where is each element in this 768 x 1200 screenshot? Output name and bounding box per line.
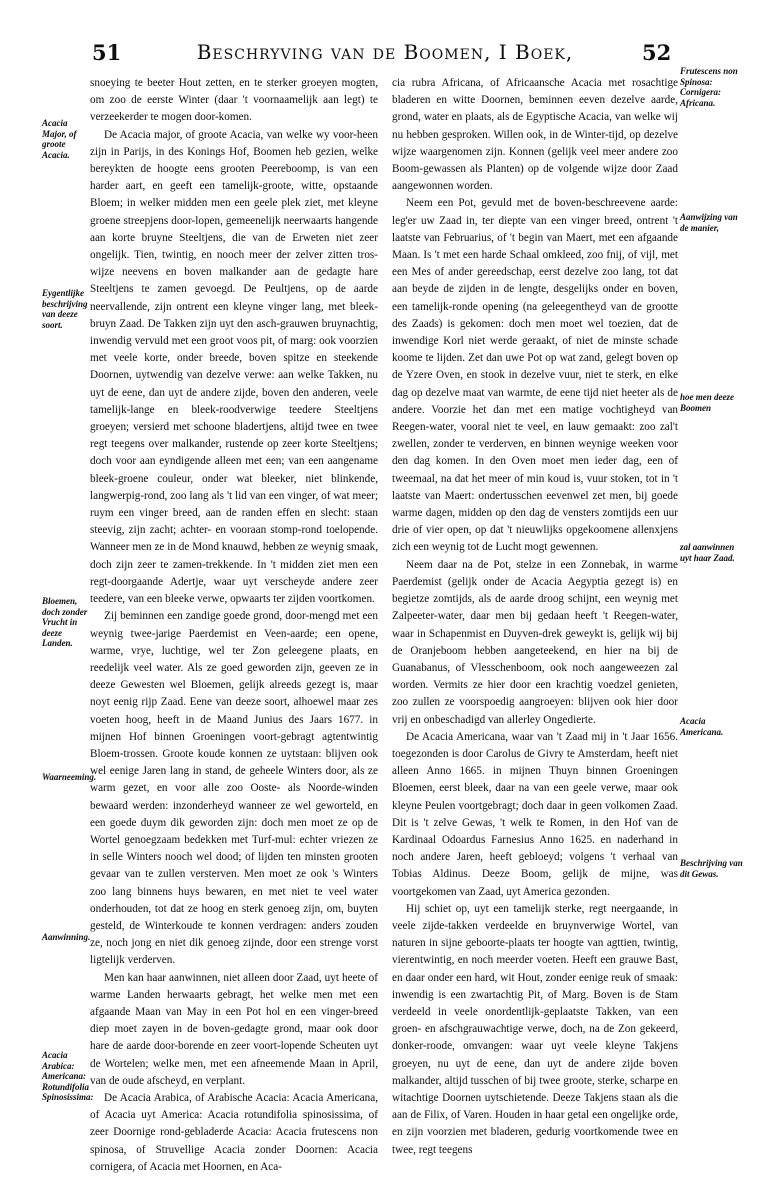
margin-note: hoe men deeze Boomen <box>680 392 734 413</box>
left-page-number: 51 <box>92 40 122 65</box>
margin-note: Beschrijving van dit Gewas. <box>680 858 743 879</box>
margin-note: Acacia Americana. <box>680 716 724 737</box>
paragraph: Hij schiet op, uyt een tamelijk sterke, regt neergaande, in veele zijde-takken verdeelde en bruynverwige Wortel, van naturen in sijne geboorte-plaats ter hoogte van agttien, twintig, vierentwintig, en noch meerder voeten. Heeft een grauwe Bast, en daar onder een hard, wit Hout, zonder eenige reuk of smaak: inwendig is een zwartachtig Pit, of Marg. Boven is de Stam verdeeld in veele onordentlijk-geplaatste Takken, van een groen- en afschgrauwachtige verwe, doch, na de Zon gekeerd, donker-roode, omvangen: waar uyt veele kleyne Takjens groeyen, nu uyt de eene, dan uyt de andere zijde boven malkander, altijd tusschen of bij twee groote, sterke, scharpe en witachtige Doornen uytschietende. Deeze Takjens staan als die aan de Filix, of Varen. Houden in haar getal een ongelijke orde, en zijn voorzien met bladeren, gedurig voortkomende twee en twee, regt teegens <box>392 902 678 1156</box>
margin-note: zal aanwinnen uyt haar Zaad. <box>680 542 735 563</box>
margin-note: Eygentlijke beschrijving van deeze soort. <box>42 288 88 330</box>
paragraph: Men kan haar aanwinnen, niet alleen door Zaad, uyt heete of warme Landen herwaarts gebragt, het welke men met een afgaande Maan van May in een Pot hol en een vinger-breed diep moet zayen in de boven-gedagte grond, maar ook door hare de aarde door-borende en zeer voort-lopende Scheuten uyt de Wortelen; welke men, met een afneemende Maan in April, van de oude afscheyd, en verplant. <box>90 971 378 1087</box>
margin-note: Aanwinning. <box>42 932 91 942</box>
paragraph: De Acacia Arabica, of Arabische Acacia: Acacia Americana, of Acacia uyt America: Acacia rotundifolia spinosissima, of zeer Doornige rond-gebladerde Acacia: Acacia frutescens non spinosa, of Struvellige Acacia zonder Doornen: Acacia cornigera, of Acacia met Hoornen, en Aca- <box>90 1091 378 1173</box>
margin-note: Waarneeming. <box>42 772 97 782</box>
margin-note: Acacia Arabica: Americana: Rotundifolia Spinosissima: <box>42 1050 94 1102</box>
margin-note: Bloemen, doch zonder Vrucht in deeze Landen. <box>42 596 88 648</box>
paragraph: Neem daar na de Pot, stelze in een Zonnebak, in warme Paerdemist (gelijk onder de Acacia Aegyptia gezegt is) en begietze zomtijds, als de aarde droog schijnt, een weynig met Zalpeeter-water, daar men bij gedaan heeft 't Reegen-water, waar in Schapenmist en Duyven-drek geweykt is, gelijk wij bij de Oranjeboom hebben aangeteekend, en hier na bij de Guanabanus, of Vlesschenboom, ook noch aangeweezen zal worden. Vermits ze hier door een krachtig voedzel genieten, zoo zullen ze voorspoedig aangroeyen: blijven ook hier door vrij en onbeschadigd van allerley Ongedierte. <box>392 558 678 726</box>
paragraph: Zij beminnen een zandige goede grond, door-mengd met een weynig twee-jarige Paerdemist en Veen-aarde; een opene, warme, vrye, luchtige, wel ter Zon geleegene plaats, en reedelijk veel water. Als ze goed geworden zijn, geeven ze in deeze Gewesten wel Bloemen, gelijk alreeds gezegt is, maar noyt eenig rijp Zaad. Eene van deeze soort, alhoewel maar zes voeten hoog, heeft in de Maand Junius des Jaars 1677. in mijnen Hof binnen Groeningen voort-gebragt agtentwintig Bloem-trossen. Groote koude konnen ze uytstaan: blijven ook wel eenige Jaren lang in stand, de geheele Winters door, als ze warm gezet, en voor alle zoo Ooste- als Noorde-winden bewaard werden: inzonderheyd wanneer ze wel geworteld, en een goede duym dik geworden zijn: doch men moet ze op de Wortel genoegzaam bedekken met Turf-mul: echter vriezen ze in selle Winters nooch wel dood; of lijden ten minsten grooten gevaar van te zullen versterven. Men moet ze ook 's Winters zoo lang binnens huys bewaren, en met niet te veel water onderhouden, tot dat ze hoog en sterk genoeg zijn, om, buyten gesteld, de Winterkoude te konnen verdragen: anders zouden ze, noch jong en niet dik genoeg zijnde, door een strenge vorst ligtelijk verderven. <box>90 610 378 967</box>
paragraph: snoeying te beeter Hout zetten, en te sterker groeyen mogten, om zoo de eerste Winter (daar 't voornaamelijk aan legt) te verzeekerder te mogen door-komen. <box>90 77 378 124</box>
paragraph: De Acacia major, of groote Acacia, van welke wy voor-heen zijn in Parijs, in des Konings Hof, Boomen heb gezien, welke bereykten de hoogte eens grooten Peereboomp, is van een harder aart, en geeft een tamelijk-groote, witte, opstaande Bloem; in welker midden men een geele plek ziet, met kleyne groene streepjens door-lopen, gemeenelijk neerwaarts hangende aan korte bruyne Steeltjens, die van de Erweten niet zeer ongelijk. Tien, twintig, en nooch meer der zelver zitten tros-wijze neevens en boven malkander aan de gedagte hare Steeltjens te zamen gevoegd. De Peultjens, op de aarde neervallende, zijn ontrent een kleyne vinger lang, met bleek-bruyn Zaad. De Takken zijn uyt den asch-grauwen bruynachtig, inwendig vervuld met een groot voos pit, of marg: ook voorzien met veele korte, onder breede, boven spitze en steekende Doornen, uytwendig van dezelve verwe: aan welke Takken, nu uyt de eene, dan uyt de andere zijde, boven den anderen, veele tamelijk-lange en bleek-roodverwige teedere Steeltjens groeyen; versierd met schoone bladertjens, altijd twee en twee regt teegens over malkander, rustende op zeer korte Steeltjens; doch voor aan eyndigende alleen met een; van een aangename bleek-groene couleur, onder wat bleeker, niet blinkende, langwerpig-rond, zoo lang als 't lid van een vinger, of wat meer; ruym een vinger breed, aan de randen effen en slecht: staan steevig, zijn zacht; achter- en vooraan stomp-rond toelopende. Wanneer men ze in de Mond knauwd, hebben ze weynig smaak, doch zijn zeer te zamen-trekkende. In 't midden ziet men een regt-doorgaande Adertje, waar uyt verscheyde andere zeer teedere, van een bleeke verwe, opwaarts ter zijden voortkomen. <box>90 128 378 606</box>
margin-note: Frutescens non Spinosa: Cornigera: Africana. <box>680 66 738 108</box>
running-title: Beschryving van de Boomen, I Boek, <box>196 40 574 64</box>
left-text-column <box>90 75 378 1176</box>
right-page-number: 52 <box>642 40 672 65</box>
margin-note: Aanwijzing van de manier, <box>680 212 738 233</box>
margin-note: Acacia Major, of groote Acacia. <box>42 118 77 160</box>
right-text-column <box>392 75 678 1159</box>
paragraph: cia rubra Africana, of Africaansche Acacia met rosachtige bladeren en witte Doornen, beminnen eeven dezelve aarde, grond, water en plaats, als de Egyptische Acacia, van welke wij nu hebben gesproken. Willen ook, in de Winter-tijd, op dezelve wijze waargenomen zijn. Konnen (gelijk veel meer andere zoo Boom-gewassen als Planten) op de volgende wijze door Zaad aangewonnen worden. <box>392 77 678 193</box>
paragraph: Neem een Pot, gevuld met de boven-beschreevene aarde: leg'er uw Zaad in, ter diepte van een vinger breed, ontrent 't laatste van Februarius, of 't begin van Maert, met een afgaande Maan. Is 't met een harde Schaal omkleed, zoo fnij, of vijl, met een Mes of ander gereedschap, eerst dezelve zoo lang, tot dat aan beyde de zijden in de lengte, desgelijks onder en boven, een tamelijk-ronde opening (na geleegentheyd van de grootte des Zaads) is gekomen: doch men moet wel toezien, dat de inwendige Korl niet werde geraakt, of niet de minste schade koome te lijden. Zet dan uwe Pot op wat zand, gelegt boven op de Yzere Oven, en stook in dezelve vuur, niet te sterk, en elke dag op dezelve maat van warmte, de eene tijd niet heeter als de andere. Voorzie het dan met een matige vochtigheyd van Reegen-water, vooral niet te veel, en lauw gemaakt: zoo zal't zwellen, zonder te verderven, en binnen weynige weeken voor den dag komen. In den Oven moet men ieder dag, een of tweemaal, na dat het meer of min koud is, vuur stoken, tot in 't laatste van Maert: ondertusschen eevenwel zet men, bij goede warme dagen, midden op den dag de vensters zomtijds een uur drie of vier open, op dat 't nieuwlijks opgekoomene allenxjens zich een weynig tot de Lucht mogt gewennen. <box>392 197 678 554</box>
paragraph: De Acacia Americana, waar van 't Zaad mij in 't Jaar 1656. toegezonden is door Carolus de Givry te Amsterdam, heeft niet alleen Anno 1665. in mijnen Thuyn binnen Groeningen Bloemen, eerst bleek, daar na van een geele verwe, maar ook kleyne Peulen voortgebragt; doch daar in geen volkomen Zaad. Dit is 't zelve Gewas, 't welk te Romen, in den Hof van de Kardinaal Odoardus Farnesius Anno 1625. en naderhand in noch andere Jaren, heeft gebloeyd; volgens 't verhaal van Tobias Aldinus. Deeze Boom, gelijk de mijne, was voortgekomen van Zaad, uyt America gezonden. <box>392 730 678 898</box>
